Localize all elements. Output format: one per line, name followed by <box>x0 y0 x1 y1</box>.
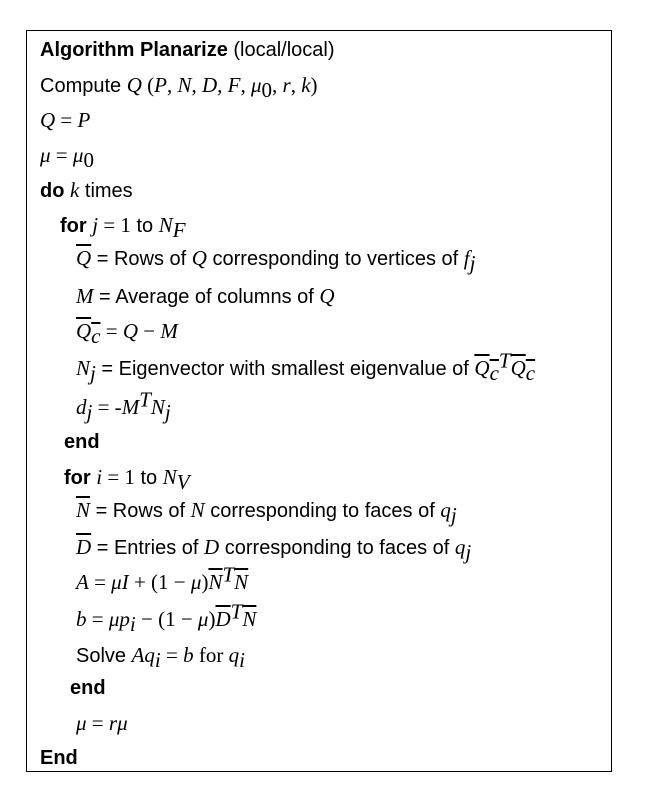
for-word-text: for <box>193 643 229 667</box>
line-compute: Compute Q (P, N, D, F, $\mu_0$, r, k) <box>40 73 318 102</box>
line-end-inner <box>64 430 100 454</box>
rows-of-text: = Rows of <box>91 248 192 270</box>
for-keyword-2: for <box>64 467 91 489</box>
line-a: $A = \mu I + (1 - \mu)\overline{N}^T\overline{N}$ <box>76 562 249 594</box>
entries-text: = Entries of <box>91 537 205 559</box>
line-mu-update: μ = rμ <box>76 711 128 735</box>
line-end-outer <box>70 676 106 700</box>
line-qbar: $\overline{Q}$ = Rows of Q corresponding to vertices of $f_j$ <box>76 246 476 275</box>
to-text-2: to <box>134 467 163 489</box>
algorithm-title <box>40 38 335 62</box>
solve-text: Solve <box>76 645 132 667</box>
line-solve: Solve $Aq_i = b$ for $q_i$ <box>76 643 245 672</box>
line-dj: $d_j = -M^TN_j$ <box>76 387 171 424</box>
line-nj: $N_j$ = Eigenvector with smallest eigenvalue of $Q_c^TQ_c$ <box>76 348 536 386</box>
do-keyword: do <box>40 180 65 202</box>
line-dbar: $\overline{D}$ = Entries of D corresponding to faces of $q_j$ <box>76 535 472 564</box>
line-qc: $Q_c = Q - M$ <box>76 319 178 349</box>
for-keyword: for <box>60 215 87 237</box>
eigen-text: = Eigenvector with smallest eigenvalue of <box>95 358 475 380</box>
to-text: to <box>130 215 159 237</box>
line-mu-assign: $\mu = \mu_0$ <box>40 143 94 172</box>
rows-of-n-text: = Rows of <box>90 500 191 522</box>
line-b: $b = \mu p_i - (1 - \mu)\overline{D}^T\overline{N}$ <box>76 599 257 636</box>
formula-compute: Q <box>126 73 142 97</box>
line-end-final <box>40 746 78 770</box>
compute-text: Compute <box>40 75 122 97</box>
line-q-assign: Q = P <box>40 108 91 132</box>
line-do: do k times <box>40 178 133 202</box>
line-for-j: for j = 1 to $N_F$ <box>60 213 186 242</box>
avg-cols-text: = Average of columns of <box>93 286 320 308</box>
end-keyword-2: end <box>70 677 106 699</box>
algorithm-subtitle: (local/local) <box>227 39 335 61</box>
end-keyword: end <box>64 431 100 453</box>
times-text: times <box>79 180 133 202</box>
end-final-keyword: End <box>40 747 78 769</box>
line-m: M = Average of columns of Q <box>76 284 335 308</box>
algorithm-keyword: Algorithm Planarize <box>40 39 228 61</box>
corr-vertices-text: corresponding to vertices of <box>206 248 464 270</box>
corr-faces-text-2: corresponding to faces of <box>219 537 455 559</box>
corr-faces-text: corresponding to faces of <box>204 500 441 522</box>
line-for-i: for i = 1 to $N_V$ <box>64 465 190 494</box>
line-nbar: $\overline{N}$ = Rows of N corresponding to faces of $q_j$ <box>76 498 457 527</box>
